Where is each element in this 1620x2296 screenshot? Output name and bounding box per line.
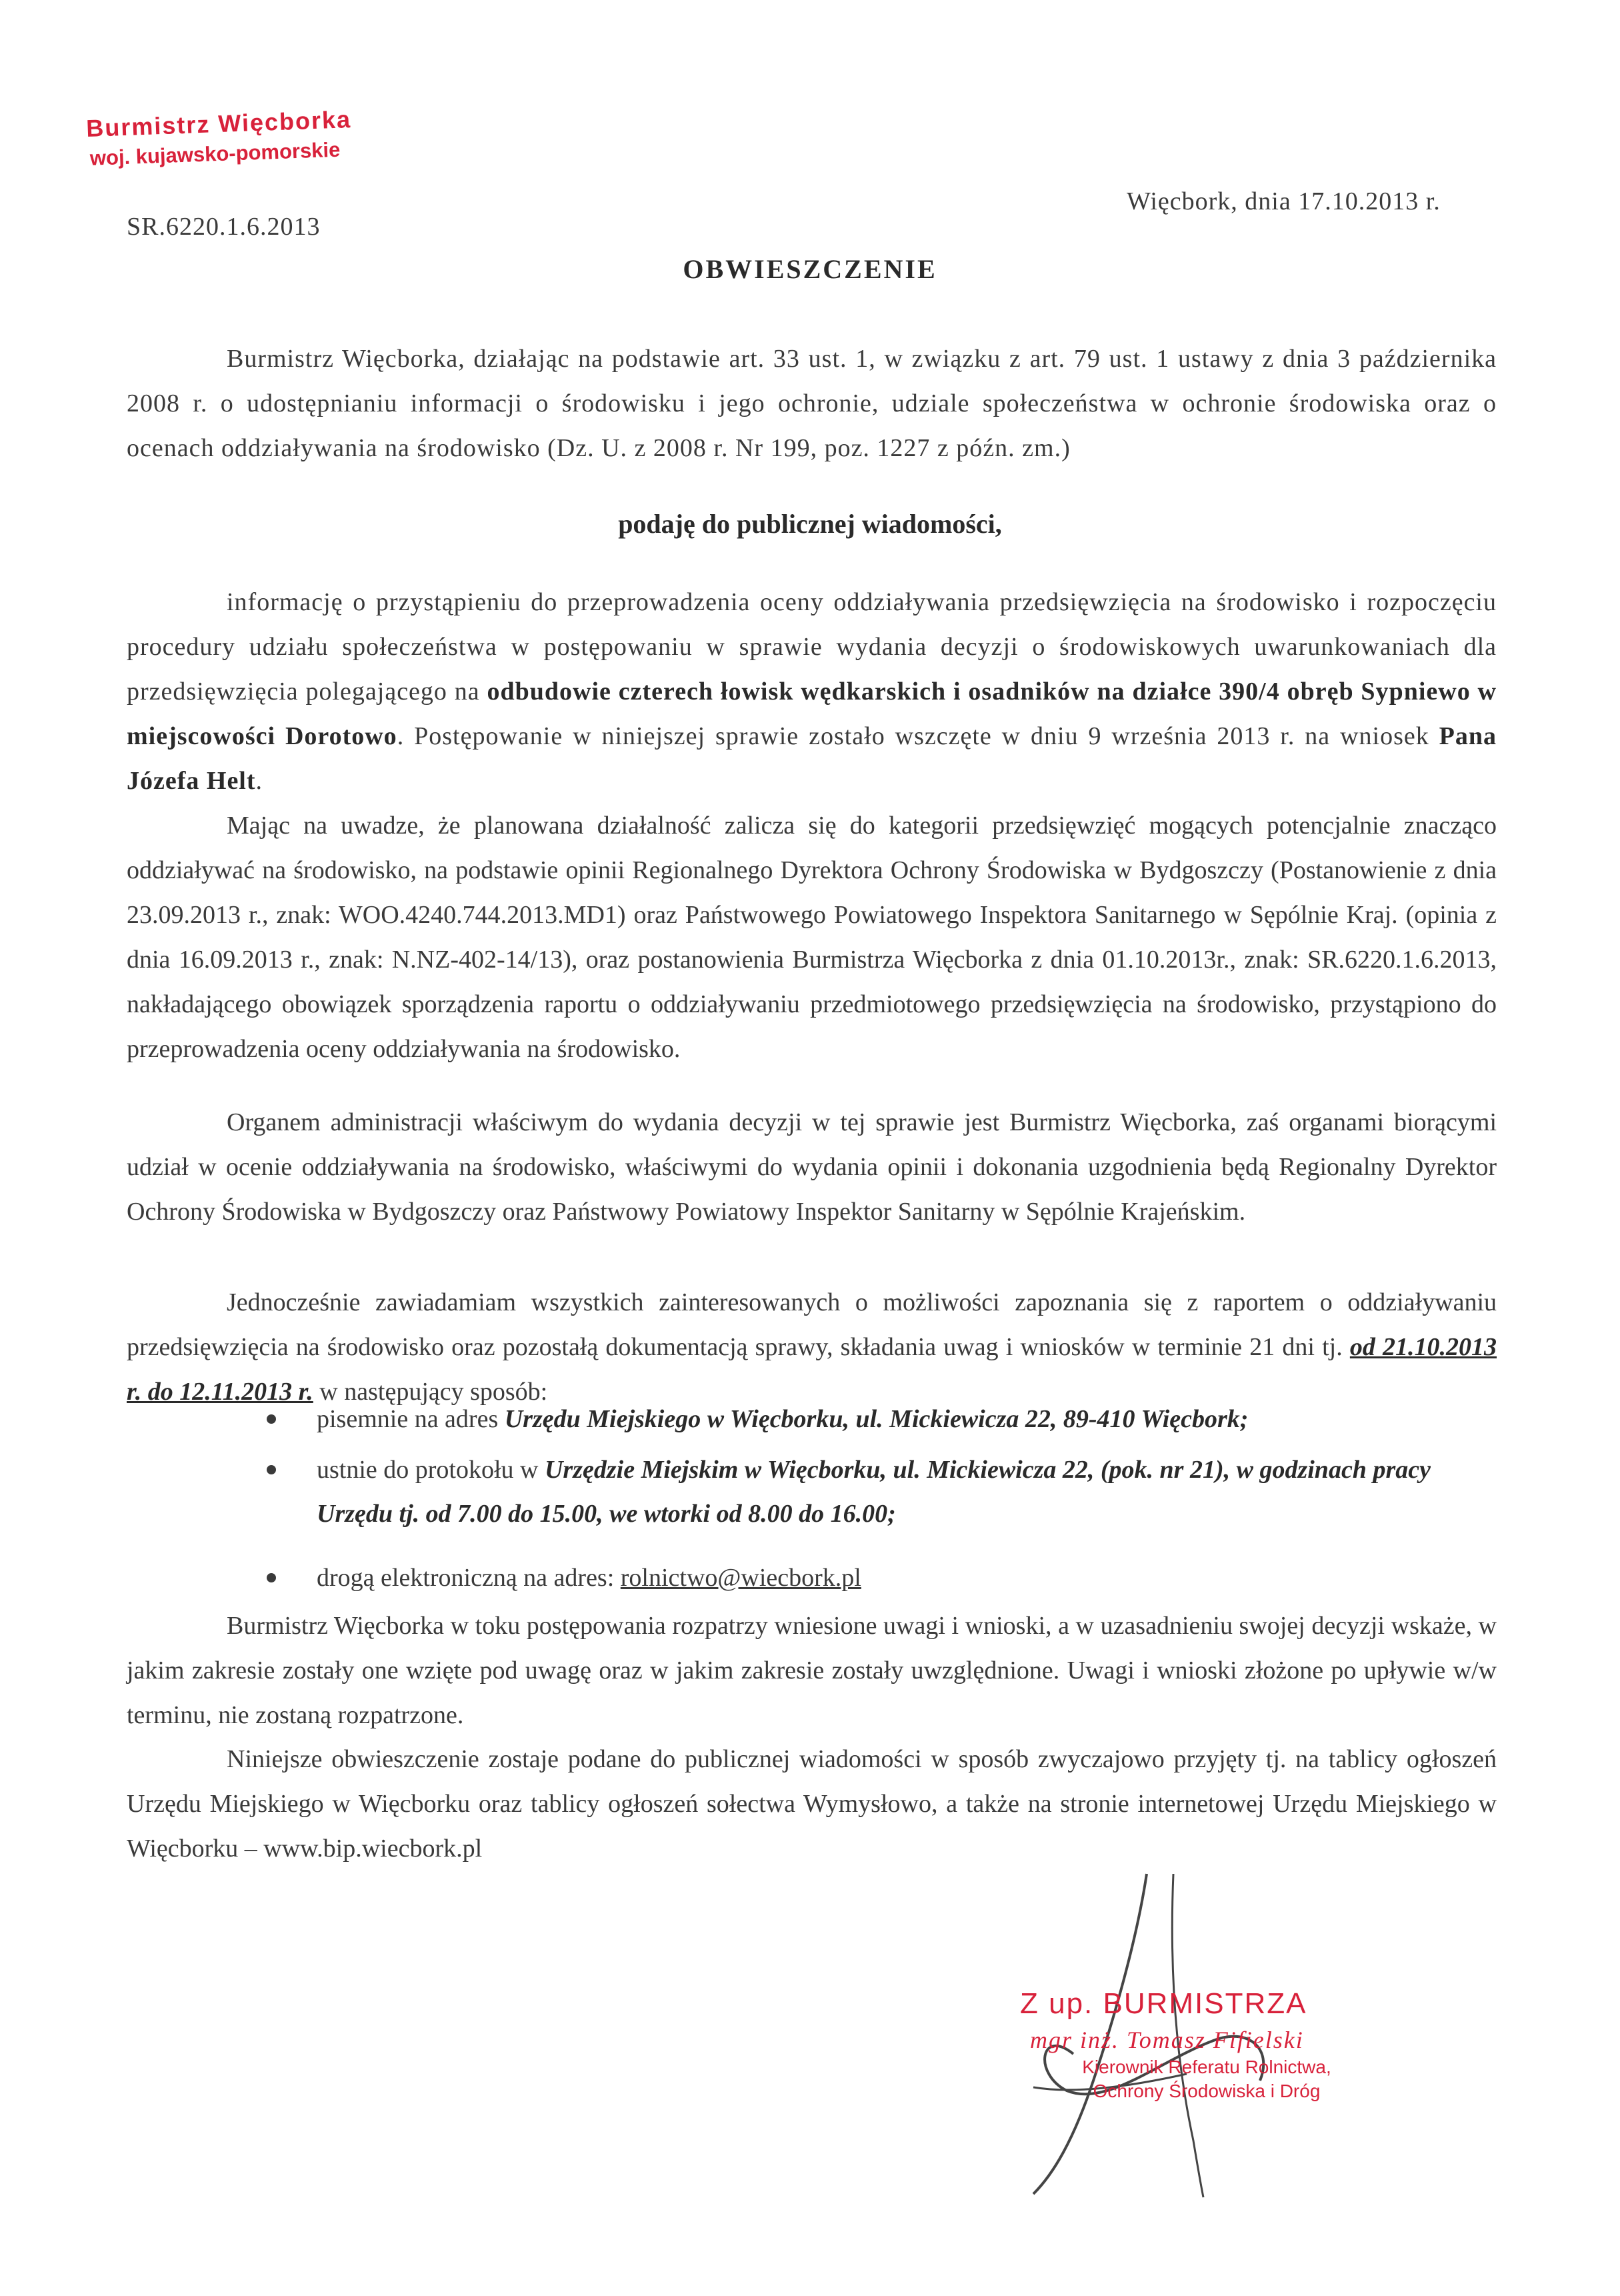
list-item: ustnie do protokołu w Urzędzie Miejskim w Więcborku, ul. Mickiewicza 22, (pok. nr 21), w godzinach pracy Urzędu tj. od 7.00 do 15.00, we wtorki od 8.00 do 16.00; [267,1448,1497,1536]
announcement-heading: podaję do publicznej wiadomości, [618,509,1002,539]
list-item: pisemnie na adres Urzędu Miejskiego w Więcborku, ul. Mickiewicza 22, 89-410 Więcbork; [267,1397,1497,1441]
paragraph-5 [127,1604,1497,1738]
document-date: Więcbork, dnia 17.10.2013 r. [1127,187,1441,215]
p5-text: Burmistrz Więcborka w toku postępowania rozpatrzy wniesione uwagi i wnioski, a w uzasadnieniu swojej decyzji wskaże, w jakim zakresie zostały one wzięte pod uwagę oraz w jakim zakresie zostały uwzględnione. Uwagi i wnioski złożone po upływie w/w terminu, nie zostaną rozpatrzone. [127,1612,1497,1729]
signature-stamp-name: mgr inż. Tomasz Fifielski [1030,2027,1304,2053]
p6-text: Niniejsze obwieszczenie zostaje podane do publicznej wiadomości w sposób zwyczajowo przyjęty tj. na tablicy ogłoszeń Urzędu Miejskiego w Więcborku oraz tablicy ogłoszeń sołectwa Wymysłowo, a także na stronie internetowej Urzędu Miejskiego w Więcborku – www.bip.wiecbork.pl [127,1745,1497,1863]
p3-text: Organem administracji właściwym do wydania decyzji w tej sprawie jest Burmistrz Więcborka, zaś organami biorącymi udział w ocenie oddziaływania na środowisko, właściwymi do wydania opinii i dokonania uzgodnienia będą Regionalny Dyrektor Ochrony Środowiska w Bydgoszczy oraz Państwowy Powiatowy Inspektor Sanitarny w Sępólnie Krajeńskim. [127,1108,1497,1226]
signature-stamp-position-2: Ochrony Środowiska i Dróg [1093,2081,1321,2101]
p1-project-name: odbudowie czterech łowisk wędkarskich i osadników na działce 390/4 obręb Sypniewo w miejscowości Dorotowo [127,678,1497,750]
paragraph-1 [127,580,1497,804]
signature-stamp-position-1: Kierownik Referatu Rolnictwa, [1082,2057,1331,2077]
stamp-line-1: Burmistrz Więcborka [85,105,352,142]
p1-applicant-name: Pana Józefa Helt [127,722,1497,795]
email-link[interactable]: rolnictwo@wiecbork.pl [620,1564,861,1592]
list-item: drogą elektroniczną na adres: rolnictwo@wiecbork.pl [267,1556,1497,1600]
p1-text-c: . [255,767,263,795]
p2-text: Mając na uwadze, że planowana działalność zalicza się do kategorii przedsięwzięć mogących potencjalnie znacząco oddziaływać na środowisko, na podstawie opinii Regionalnego Dyrektora Ochrony Środowiska w Bydgoszczy (Postanowienie z dnia 23.09.2013 r., znak: WOO.4240.744.2013.MD1) oraz Państwowego Powiatowego Inspektora Sanitarnego w Sępólnie Kraj. (opinia z dnia 16.09.2013 r., znak: N.NZ-402-14/13), oraz postanowienia Burmistrza Więcborka z dnia 01.10.2013r., znak: SR.6220.1.6.2013, nakładającego obowiązek sporządzenia raportu o oddziaływaniu przedmiotowego przedsięwzięcia na środowisko, przystąpiono do przeprowadzenia oceny oddziaływania na środowisko. [127,812,1497,1063]
p4-text-b: w następujący sposób: [313,1378,548,1406]
paragraph-6 [127,1737,1497,1871]
document-title: OBWIESZCZENIE [683,254,937,284]
p4-text-a: Jednocześnie zawiadamiam wszystkich zainteresowanych o możliwości zapoznania się z raportem o oddziaływaniu przedsięwzięcia na środowisko oraz pozostałą dokumentacją sprawy, składania uwag i wniosków w terminie 21 dni tj. [127,1288,1497,1361]
bullet-icon [267,1573,276,1582]
intro-paragraph [127,337,1497,471]
submission-methods-list [267,1397,1497,1600]
stamp-line-2: woj. kujawsko-pomorskie [89,137,341,170]
p4-date-range: od 21.10.2013 r. do 12.11.2013 r. [127,1333,1497,1406]
reference-number: SR.6220.1.6.2013 [127,213,321,241]
paragraph-4 [127,1280,1497,1414]
office-stamp [86,105,353,171]
signature-stamp-zup: Z up. BURMISTRZA [1020,1987,1307,2020]
bullet-icon [267,1465,276,1474]
intro-text: Burmistrz Więcborka, działając na podstawie art. 33 ust. 1, w związku z art. 79 ust. 1 ustawy z dnia 3 października 2008 r. o udostępnianiu informacji o środowisku i jego ochronie, udziale społeczeństwa w ochronie środowiska oraz o ocenach oddziaływania na środowisko (Dz. U. z 2008 r. Nr 199, poz. 1227 z późn. zm.) [127,345,1497,462]
paragraph-3 [127,1100,1497,1234]
p1-text-b: . Postępowanie w niniejszej sprawie zostało wszczęte w dniu 9 września 2013 r. na wniosek [397,722,1439,750]
paragraph-2 [127,804,1497,1072]
bullet-icon [267,1414,276,1424]
signature-stamp [1020,1987,1393,2102]
p1-text-a: informację o przystąpieniu do przeprowadzenia oceny oddziaływania przedsięwzięcia na środowisko i rozpoczęciu procedury udziału społeczeństwa w postępowaniu w sprawie wydania decyzji o środowiskowych uwarunkowaniach dla przedsięwzięcia polegającego na [127,588,1497,706]
